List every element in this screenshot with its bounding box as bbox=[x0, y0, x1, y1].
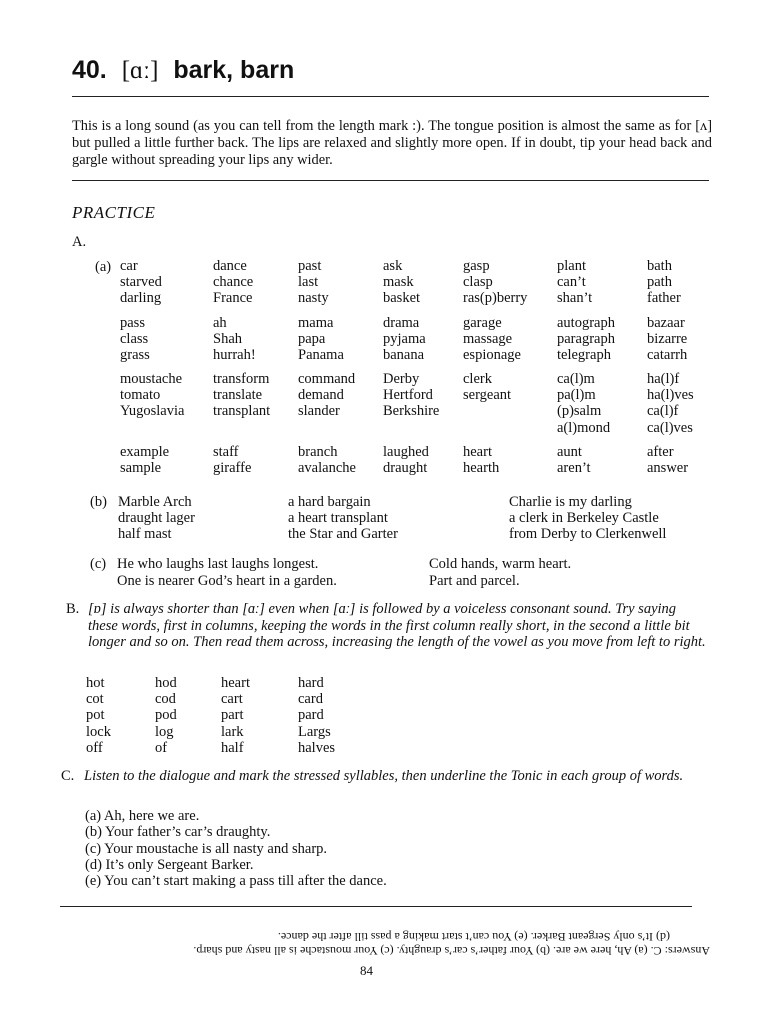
practice-word: avalanche bbox=[298, 460, 356, 477]
practice-word: slander bbox=[298, 403, 340, 420]
dialogue-line: (b) Your father’s car’s draughty. bbox=[85, 824, 271, 841]
practice-word: dance bbox=[213, 258, 247, 274]
practice-word: hearth bbox=[463, 460, 500, 477]
practice-word: ras(p)berry bbox=[463, 290, 528, 307]
practice-saying: Part and parcel. bbox=[429, 572, 520, 589]
practice-word: grass bbox=[120, 347, 150, 364]
practice-saying: He who laughs last laughs longest. bbox=[117, 556, 319, 572]
practice-saying: One is nearer God’s heart in a garden. bbox=[117, 572, 337, 589]
page-number: 84 bbox=[360, 963, 373, 978]
practice-word: giraffe bbox=[213, 460, 252, 477]
length-word: cart bbox=[221, 691, 243, 708]
title-words: bark, barn bbox=[173, 56, 295, 84]
sub-a-label: (a) bbox=[95, 259, 112, 275]
divider bbox=[72, 180, 709, 181]
length-word: hot bbox=[86, 675, 105, 691]
length-word: hard bbox=[298, 675, 324, 691]
practice-phrase: half mast bbox=[118, 526, 172, 543]
practice-word: past bbox=[298, 258, 322, 274]
practice-word: papa bbox=[298, 331, 326, 348]
practice-word: laughed bbox=[383, 444, 429, 460]
length-word: hod bbox=[155, 675, 177, 691]
answers-line-2: (d) It’s only Sergeant Barker. (e) You can’t start making a pass till after the dance. bbox=[277, 930, 670, 944]
practice-word: path bbox=[647, 274, 672, 291]
practice-word: bazaar bbox=[647, 315, 685, 331]
length-word: half bbox=[221, 739, 244, 756]
section-a-label: A. bbox=[72, 234, 87, 250]
practice-word: espionage bbox=[463, 347, 521, 364]
practice-word: ask bbox=[383, 258, 403, 274]
practice-word: drama bbox=[383, 315, 420, 331]
practice-word: a(l)mond bbox=[557, 419, 611, 436]
practice-word: massage bbox=[463, 331, 513, 348]
dialogue-line: (c) Your moustache is all nasty and sharp. bbox=[85, 840, 328, 857]
practice-word: nasty bbox=[298, 290, 329, 307]
section-b-instruction: [ɒ] is always shorter than [ɑː] even when [ɑː] is followed by a voiceless consonant sound. Try saying these words, first in columns, keeping the words in the first column really short, in the second a little bit longer and so on. Then read them across, increasing the length of the vowel as you move from left to right. bbox=[88, 601, 706, 650]
length-word: cod bbox=[155, 691, 176, 708]
practice-word: basket bbox=[383, 290, 421, 307]
divider bbox=[60, 906, 692, 907]
practice-word: hurrah! bbox=[213, 347, 256, 364]
practice-word: clasp bbox=[463, 274, 493, 291]
practice-word: ha(l)f bbox=[647, 371, 680, 387]
practice-word: autograph bbox=[557, 315, 615, 331]
practice-phrase: from Derby to Clerkenwell bbox=[509, 526, 667, 543]
practice-word: last bbox=[298, 274, 319, 291]
sub-b-label: (b) bbox=[90, 494, 107, 510]
practice-word: Hertford bbox=[383, 387, 433, 404]
practice-word: car bbox=[120, 258, 138, 274]
practice-word: can’t bbox=[557, 274, 586, 291]
practice-word: branch bbox=[298, 444, 338, 460]
practice-word: moustache bbox=[120, 371, 183, 387]
practice-phrase: a clerk in Berkeley Castle bbox=[509, 510, 659, 527]
lesson-number: 40. bbox=[72, 56, 107, 84]
practice-word: starved bbox=[120, 274, 162, 291]
dialogue-line: (d) It’s only Sergeant Barker. bbox=[85, 856, 254, 873]
sub-c-label: (c) bbox=[90, 556, 107, 572]
practice-saying: Cold hands, warm heart. bbox=[429, 556, 572, 572]
practice-word: answer bbox=[647, 460, 689, 477]
practice-word: ca(l)m bbox=[557, 371, 595, 387]
length-word: of bbox=[155, 739, 168, 756]
practice-word: sergeant bbox=[463, 387, 512, 404]
dialogue-line: (e) You can’t start making a pass till after the dance. bbox=[85, 873, 387, 890]
practice-word: paragraph bbox=[557, 331, 615, 348]
length-word: pard bbox=[298, 707, 324, 724]
practice-phrase: Marble Arch bbox=[118, 494, 192, 510]
practice-word: pass bbox=[120, 315, 145, 331]
practice-heading: PRACTICE bbox=[72, 203, 156, 222]
practice-word: plant bbox=[557, 258, 586, 274]
practice-word: chance bbox=[213, 274, 254, 291]
practice-phrase: the Star and Garter bbox=[288, 526, 398, 543]
length-word: part bbox=[221, 707, 244, 724]
practice-word: after bbox=[647, 444, 674, 460]
length-word: halves bbox=[298, 739, 336, 756]
section-b-label: B. bbox=[66, 601, 80, 617]
practice-word: pyjama bbox=[383, 331, 426, 348]
length-word: pod bbox=[155, 707, 177, 724]
practice-word: transplant bbox=[213, 403, 271, 420]
practice-word: garage bbox=[463, 315, 502, 331]
practice-phrase: a hard bargain bbox=[288, 494, 371, 510]
practice-word: ca(l)f bbox=[647, 403, 679, 420]
length-word: log bbox=[155, 723, 174, 740]
practice-word: Berkshire bbox=[383, 403, 440, 420]
practice-word: command bbox=[298, 371, 356, 387]
practice-word: darling bbox=[120, 290, 162, 307]
length-word: off bbox=[86, 739, 103, 756]
answers-upside-down bbox=[60, 930, 710, 958]
practice-word: ha(l)ves bbox=[647, 387, 694, 404]
practice-phrase: a heart transplant bbox=[288, 510, 388, 527]
length-word: pot bbox=[86, 707, 105, 724]
dialogue-line: (a) Ah, here we are. bbox=[85, 808, 200, 824]
section-c-label: C. bbox=[61, 768, 75, 784]
practice-word: transform bbox=[213, 371, 270, 387]
practice-phrase: Charlie is my darling bbox=[509, 494, 632, 510]
practice-word: Shah bbox=[213, 331, 242, 348]
length-word: card bbox=[298, 691, 323, 708]
practice-word: example bbox=[120, 444, 170, 460]
practice-word: staff bbox=[213, 444, 239, 460]
practice-word: father bbox=[647, 290, 681, 307]
practice-word: Derby bbox=[383, 371, 420, 387]
phonetic-symbol: [ɑː] bbox=[121, 57, 159, 84]
practice-word: (p)salm bbox=[557, 403, 602, 420]
practice-word: mama bbox=[298, 315, 334, 331]
answers-line-1: Answers: C. (a) Ah, here we are. (b) Your father’s car’s draughty. (c) Your moustache is all nasty and sharp. bbox=[193, 944, 710, 958]
section-c-instruction: Listen to the dialogue and mark the stressed syllables, then underline the Tonic in each group of words. bbox=[84, 768, 684, 784]
length-word: lark bbox=[221, 723, 244, 740]
practice-word: shan’t bbox=[557, 290, 593, 307]
practice-word: aren’t bbox=[557, 460, 591, 477]
practice-word: ah bbox=[213, 315, 227, 331]
practice-word: gasp bbox=[463, 258, 490, 274]
practice-word: bath bbox=[647, 258, 672, 274]
practice-word: pa(l)m bbox=[557, 387, 596, 404]
length-word: lock bbox=[86, 723, 111, 740]
practice-word: heart bbox=[463, 444, 492, 460]
practice-word: ca(l)ves bbox=[647, 419, 693, 436]
practice-word: class bbox=[120, 331, 149, 348]
practice-word: aunt bbox=[557, 444, 582, 460]
practice-word: Yugoslavia bbox=[120, 403, 185, 420]
practice-word: sample bbox=[120, 460, 162, 477]
practice-word: translate bbox=[213, 387, 263, 404]
page-title bbox=[72, 56, 294, 85]
intro-paragraph: This is a long sound (as you can tell from the length mark :). The tongue position is almost the same as for [ʌ] but pulled a little further back. The lips are relaxed and slightly more open. If in doubt, tip your head back and gargle without spreading your lips any wider. bbox=[72, 118, 712, 168]
practice-word: France bbox=[213, 290, 253, 307]
divider bbox=[72, 96, 709, 97]
practice-word: draught bbox=[383, 460, 428, 477]
practice-word: catarrh bbox=[647, 347, 688, 364]
length-word: cot bbox=[86, 691, 104, 708]
practice-word: demand bbox=[298, 387, 344, 404]
practice-word: bizarre bbox=[647, 331, 688, 348]
practice-word: mask bbox=[383, 274, 414, 291]
length-word: heart bbox=[221, 675, 250, 691]
practice-word: Panama bbox=[298, 347, 344, 364]
length-word: Largs bbox=[298, 723, 331, 740]
practice-word: telegraph bbox=[557, 347, 611, 364]
practice-word: banana bbox=[383, 347, 425, 364]
practice-phrase: draught lager bbox=[118, 510, 195, 527]
practice-word: clerk bbox=[463, 371, 492, 387]
practice-word: tomato bbox=[120, 387, 161, 404]
